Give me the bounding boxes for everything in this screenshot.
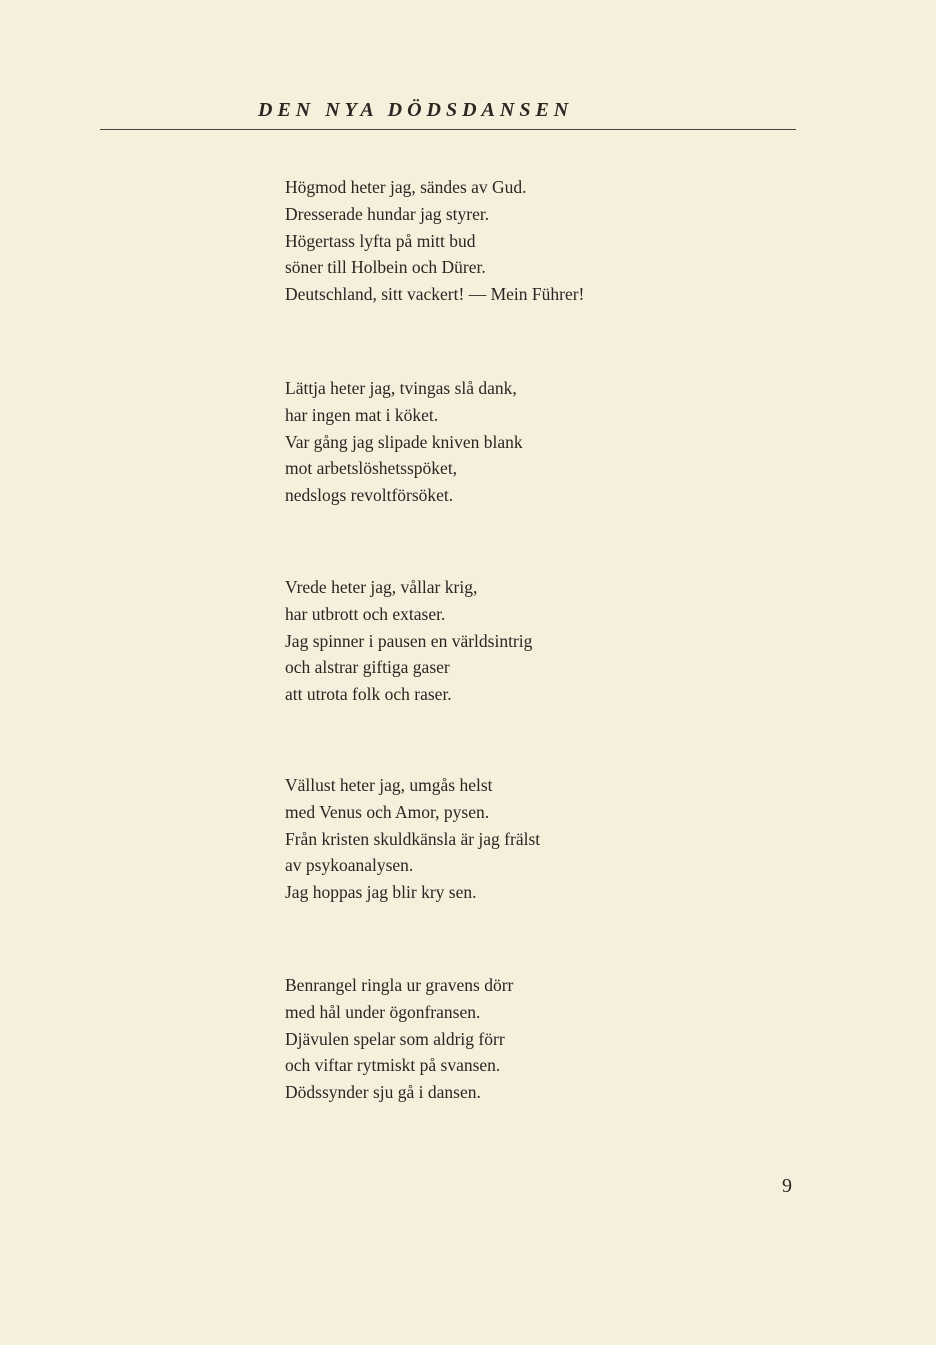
verse-line: Var gång jag slipade kniven blank [285, 431, 523, 452]
stanza-2 [285, 375, 523, 509]
verse-line: nedslogs revoltförsöket. [285, 485, 454, 506]
verse-line: Vrede heter jag, vållar krig, [285, 577, 478, 597]
verse-line: Benrangel ringla ur gravens dörr [285, 975, 514, 995]
verse-line: och viftar rytmiskt på svansen. [285, 1055, 501, 1076]
stanza-1 [285, 174, 584, 308]
stanza-5 [285, 972, 513, 1106]
verse-line: Deutschland, sitt vackert! — Mein Führer! [285, 284, 585, 305]
verse-line: med Venus och Amor, pysen. [285, 801, 490, 822]
page-number: 9 [782, 1175, 792, 1197]
verse-line: Vällust heter jag, umgås helst [285, 775, 493, 795]
verse-line: Från kristen skuldkänsla är jag frälst [285, 828, 541, 849]
verse-line: av psykoanalysen. [285, 855, 414, 876]
verse-line: har utbrott och extaser. [285, 603, 446, 624]
verse-line: mot arbetslöshetsspöket, [285, 458, 458, 479]
verse-line: Jag hoppas jag blir kry sen. [285, 882, 477, 903]
verse-line: har ingen mat i köket. [285, 404, 439, 425]
stanza-4 [285, 772, 540, 906]
verse-line: och alstrar giftiga gaser [285, 657, 450, 678]
verse-line: söner till Holbein och Dürer. [285, 257, 486, 278]
verse-line: Djävulen spelar som aldrig förr [285, 1028, 505, 1049]
verse-line: Jag spinner i pausen en världsintrig [285, 630, 533, 651]
verse-line: Högertass lyfta på mitt bud [285, 230, 476, 251]
stanza-3 [285, 574, 532, 708]
running-header: DEN NYA DÖDSDANSEN [258, 99, 574, 121]
header-rule [100, 129, 796, 130]
verse-line: Dresserade hundar jag styrer. [285, 203, 490, 224]
verse-line: Lättja heter jag, tvingas slå dank, [285, 378, 517, 398]
verse-line: med hål under ögonfransen. [285, 1001, 481, 1022]
verse-line: Högmod heter jag, sändes av Gud. [285, 177, 527, 197]
verse-line: Dödssynder sju gå i dansen. [285, 1082, 481, 1103]
verse-line: att utrota folk och raser. [285, 684, 452, 705]
